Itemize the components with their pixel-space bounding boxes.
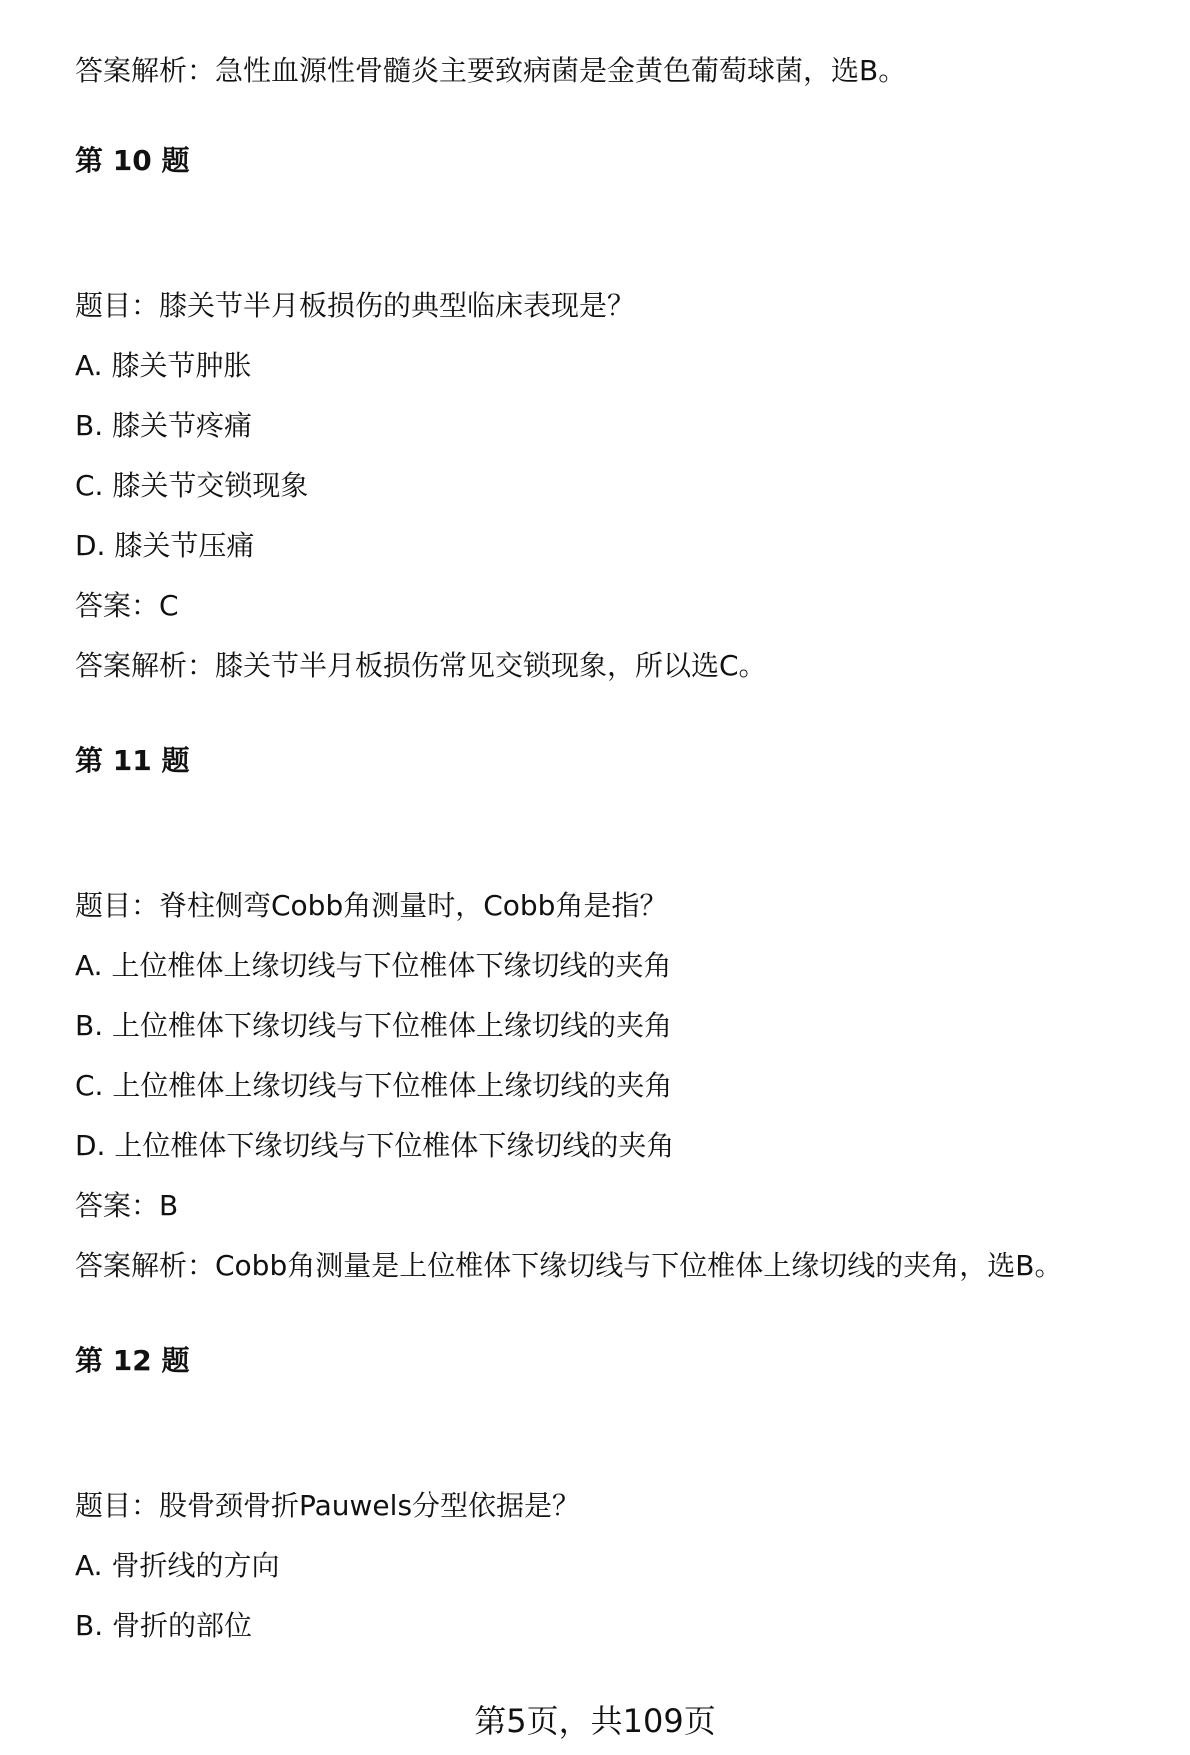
q11-answer: 答案：B [75, 1189, 179, 1222]
q12-option-a: A. 骨折线的方向 [75, 1549, 280, 1582]
q11-question: 题目：脊柱侧弯Cobb角测量时，Cobb角是指？ [75, 889, 668, 922]
page-footer: 第5页，共109页 [474, 1702, 716, 1740]
q11-explanation: 答案解析：Cobb角测量是上位椎体下缘切线与下位椎体上缘切线的夹角，选B。 [75, 1249, 1063, 1282]
q10-answer: 答案：C [75, 589, 179, 622]
q10-question: 题目：膝关节半月板损伤的典型临床表现是？ [75, 289, 636, 322]
q12-heading: 第 12 题 [75, 1344, 190, 1377]
q12-option-b: B. 骨折的部位 [75, 1609, 253, 1642]
q11-heading: 第 11 题 [75, 744, 190, 777]
q11-option-a: A. 上位椎体上缘切线与下位椎体下缘切线的夹角 [75, 949, 672, 982]
q10-heading: 第 10 题 [75, 144, 190, 177]
q11-option-c: C. 上位椎体上缘切线与下位椎体上缘切线的夹角 [75, 1069, 673, 1102]
q10-option-c: C. 膝关节交锁现象 [75, 469, 309, 502]
q12-question: 题目：股骨颈骨折Pauwels分型依据是？ [75, 1489, 581, 1522]
q10-option-b: B. 膝关节疼痛 [75, 409, 253, 442]
q10-option-a: A. 膝关节肿胀 [75, 349, 252, 382]
q10-explanation: 答案解析：膝关节半月板损伤常见交锁现象，所以选C。 [75, 649, 767, 682]
q11-option-d: D. 上位椎体下缘切线与下位椎体下缘切线的夹角 [75, 1129, 675, 1162]
q10-option-d: D. 膝关节压痛 [75, 529, 255, 562]
q11-option-b: B. 上位椎体下缘切线与下位椎体上缘切线的夹角 [75, 1009, 673, 1042]
prev-explanation: 答案解析：急性血源性骨髓炎主要致病菌是金黄色葡萄球菌，选B。 [75, 54, 907, 87]
